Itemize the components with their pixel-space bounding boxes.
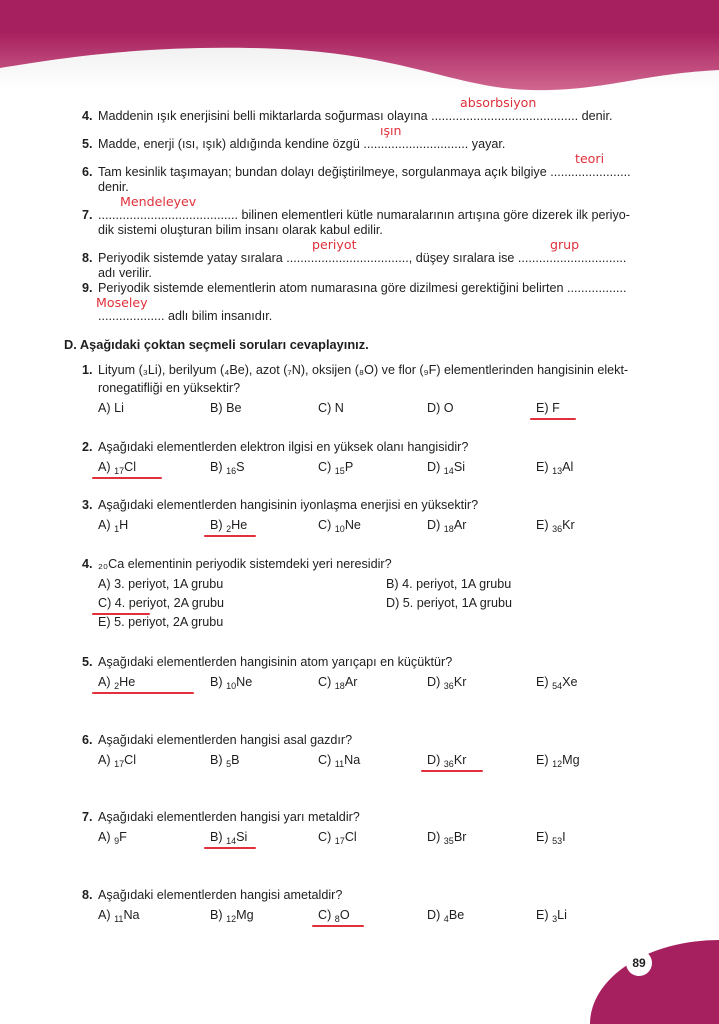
option-letter: B) [210,830,223,844]
answer-option[interactable] [318,518,361,537]
option-letter: A) [98,401,111,415]
option-text: Na [344,753,361,767]
option-text: Mg [236,908,254,922]
option-text: 4. periyot, 1A grubu [402,577,512,591]
answer-option[interactable] [536,518,575,537]
atomic-number: 15 [334,466,345,476]
option-letter: E) [536,908,549,922]
option-letter: A) [98,518,111,532]
question-text: denir. [98,180,129,194]
option-text: Ne [344,518,361,532]
option-text: Cl [344,830,357,844]
question-number: 1. [82,363,93,377]
answer-option[interactable] [98,518,128,537]
atomic-number: 10 [334,524,345,534]
option-letter: B) [210,675,223,689]
option-letter: E) [536,830,549,844]
option-text: Ne [236,675,253,689]
option-text: O [339,908,350,922]
option-letter: D) [427,830,441,844]
option-letter: B) [210,401,223,415]
atomic-number: 14 [226,836,237,846]
answer-option[interactable] [210,675,252,694]
atomic-number: 12 [226,914,237,924]
handwritten-answer: ışın [380,123,402,138]
option-text: Xe [562,675,578,689]
question-text: Madde, enerji (ısı, ışık) aldığında kendine özgü .............................. yayar. [98,137,506,151]
option-text: Si [236,830,248,844]
answer-underline-mark [92,692,194,694]
option-text: P [344,460,354,474]
question-text: Periyodik sistemde elementlerin atom numarasına göre dizilmesi gerektiğini belirten ................. [98,281,627,295]
question-text: adı verilir. [98,266,152,280]
option-letter: E) [536,518,549,532]
option-letter: C) [318,460,332,474]
answer-option[interactable] [318,675,357,694]
question-text: Aşağıdaki elementlerden hangisinin atom yarıçapı en küçüktür? [98,655,453,669]
atomic-number: 18 [443,524,454,534]
option-letter: A) [98,830,111,844]
answer-option[interactable] [536,830,566,849]
question-text: ronegatifliği en yüksektir? [98,381,241,395]
answer-option[interactable] [536,401,560,416]
answer-option[interactable] [98,401,124,416]
option-text: Cl [124,753,137,767]
question-number: 9. [82,281,93,295]
option-letter: D) [427,518,441,532]
atomic-number: 12 [552,759,563,769]
option-letter: A) [98,577,111,591]
atomic-number: 1 [114,524,120,534]
option-letter: C) [318,518,332,532]
option-letter: C) [318,908,332,922]
answer-option[interactable] [318,753,360,772]
atomic-number: 3 [552,914,558,924]
atomic-number: 18 [334,681,345,691]
option-letter: C) [318,675,332,689]
question-text: ................... adlı bilim insanıdır. [98,309,273,323]
option-text: F [552,401,560,415]
option-letter: E) [536,675,549,689]
question-number: 4. [82,109,93,123]
answer-underline-mark [204,847,256,849]
option-text: O [443,401,454,415]
answer-option[interactable] [536,908,567,927]
question-text: dik sistemi oluşturan bilim insanı olarak kabul edilir. [98,223,383,237]
option-text: He [119,675,136,689]
option-letter: E) [536,401,549,415]
option-text: Ar [344,675,358,689]
option-letter: E) [536,753,549,767]
question-number: 7. [82,810,93,824]
section-heading: D. Aşağıdaki çoktan seçmeli soruları cevaplayınız. [64,337,369,352]
answer-option[interactable] [318,830,357,849]
option-text: 4. periyot, 2A grubu [114,596,225,610]
question-text: Lityum (₃Li), berilyum (₄Be), azot (₇N), oksijen (₈O) ve flor (₉F) elementlerinden hangisinin elekt- [98,363,629,377]
question-text: Tam kesinlik taşımayan; bundan dolayı değiştirilmeye, sorgulanmaya açık bilgiye ....................... [98,165,631,179]
option-letter: D) [427,908,441,922]
handwritten-answer: teori [575,151,605,166]
option-text: I [562,830,566,844]
question-text: Maddenin ışık enerjisini belli miktarlarda soğurması olayına .......................................... denir. [98,109,613,123]
option-letter: D) [427,753,441,767]
answer-option[interactable] [98,596,224,611]
option-letter: B) [210,518,223,532]
atomic-number: 4 [443,914,449,924]
answer-underline-mark [204,535,256,537]
answer-option[interactable] [98,577,223,592]
option-text: Be [226,401,242,415]
answer-option[interactable] [98,908,140,927]
answer-option[interactable] [427,675,466,694]
option-letter: C) [318,830,332,844]
answer-option[interactable] [427,401,454,416]
handwritten-answer: absorbsiyon [460,95,537,110]
answer-option[interactable] [427,830,466,849]
option-letter: B) [386,577,399,591]
option-text: Si [453,460,466,474]
question-text: Aşağıdaki elementlerden elektron ilgisi en yüksek olanı hangisidir? [98,440,469,454]
question-text: Aşağıdaki elementlerden hangisinin iyonlaşma enerjisi en yüksektir? [98,498,479,512]
option-text: N [334,401,344,415]
option-text: Kr [453,675,467,689]
answer-option[interactable] [427,460,465,479]
page-number: 89 [626,950,652,976]
atomic-number: 10 [226,681,237,691]
option-letter: E) [98,615,111,629]
option-text: 3. periyot, 1A grubu [114,577,224,591]
answer-option[interactable] [98,615,223,630]
answer-option[interactable] [98,753,136,772]
option-letter: C) [318,401,332,415]
answer-option[interactable] [210,401,242,416]
option-text: He [231,518,248,532]
question-number: 6. [82,733,93,747]
option-letter: D) [427,401,441,415]
option-letter: D) [386,596,400,610]
atomic-number: 36 [443,681,454,691]
answer-underline-mark [312,925,364,927]
option-text: B [231,753,240,767]
option-text: 5. periyot, 2A grubu [114,615,224,629]
option-text: Kr [562,518,575,532]
option-text: Li [557,908,567,922]
atomic-number: 2 [226,524,232,534]
atomic-number: 5 [226,759,232,769]
option-letter: E) [536,460,549,474]
question-text: ₂₀Ca elementinin periyodik sistemdeki yeri neresidir? [98,557,392,571]
handwritten-answer: Mendeleyev [120,194,197,209]
atomic-number: 35 [443,836,454,846]
handwritten-answer: Moseley [96,295,148,310]
question-number: 7. [82,208,93,222]
option-text: H [119,518,129,532]
answer-option[interactable] [98,830,127,849]
answer-option[interactable] [318,460,353,479]
question-text: Aşağıdaki elementlerden hangisi asal gazdır? [98,733,353,747]
atomic-number: 17 [114,759,125,769]
answer-option[interactable] [427,908,464,927]
handwritten-answer: periyot [312,237,357,252]
question-number: 4. [82,557,93,571]
question-text: Aşağıdaki elementlerden hangisi ametaldir? [98,888,343,902]
atomic-number: 17 [114,466,125,476]
atomic-number: 36 [443,759,454,769]
question-number: 5. [82,137,93,151]
option-text: Mg [562,753,580,767]
question-number: 6. [82,165,93,179]
answer-underline-mark [421,770,483,772]
question-number: 8. [82,888,93,902]
atomic-number: 11 [114,914,124,924]
atomic-number: 13 [552,466,563,476]
option-letter: B) [210,460,223,474]
option-text: Br [453,830,467,844]
option-letter: B) [210,908,223,922]
answer-option[interactable] [386,596,512,611]
atomic-number: 17 [334,836,345,846]
question-text: ........................................ bilinen elementleri kütle numaralarının artışına göre dizerek ilk periyo- [98,208,630,222]
answer-option[interactable] [536,753,580,772]
option-text: S [236,460,245,474]
option-letter: D) [427,675,441,689]
option-letter: D) [427,460,441,474]
atomic-number: 8 [334,914,340,924]
answer-option[interactable] [210,460,245,479]
option-text: Al [562,460,574,474]
option-text: Na [123,908,140,922]
option-text: 5. periyot, 1A grubu [402,596,513,610]
question-number: 2. [82,440,93,454]
atomic-number: 2 [114,681,120,691]
option-letter: C) [318,753,332,767]
page-corner-decoration [590,940,719,1024]
answer-underline-mark [530,418,576,420]
question-number: 3. [82,498,93,512]
option-text: Kr [453,753,467,767]
handwritten-answer: grup [550,237,580,252]
option-letter: C) [98,596,112,610]
question-number: 8. [82,251,93,265]
answer-option[interactable] [318,401,344,416]
question-text: Aşağıdaki elementlerden hangisi yarı metaldir? [98,810,360,824]
answer-option[interactable] [536,460,573,479]
option-text: Cl [124,460,137,474]
option-text: Li [114,401,124,415]
answer-option[interactable] [386,577,511,592]
atomic-number: 53 [552,836,563,846]
atomic-number: 36 [552,524,563,534]
atomic-number: 11 [334,759,345,769]
atomic-number: 14 [443,466,454,476]
answer-option[interactable] [210,908,254,927]
option-text: Ar [453,518,467,532]
header-wave-banner [0,0,719,100]
option-text: Be [448,908,465,922]
answer-option[interactable] [536,675,578,694]
atomic-number: 9 [114,836,120,846]
option-letter: A) [98,460,111,474]
question-text: Periyodik sistemde yatay sıralara ..................................., düşey sıralara ise ............................... [98,251,627,265]
question-number: 5. [82,655,93,669]
option-letter: A) [98,753,111,767]
option-letter: A) [98,908,111,922]
answer-option[interactable] [210,753,240,772]
option-letter: A) [98,675,111,689]
atomic-number: 16 [226,466,237,476]
answer-option[interactable] [427,518,466,537]
option-letter: B) [210,753,223,767]
answer-underline-mark [92,477,162,479]
atomic-number: 54 [552,681,563,691]
option-text: F [119,830,127,844]
